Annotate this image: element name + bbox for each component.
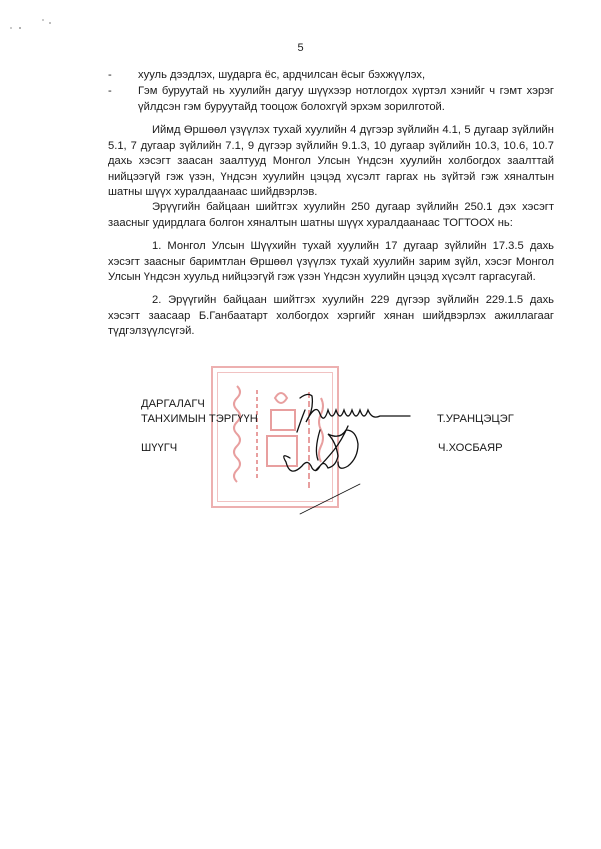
paragraph-ruling-intro: Эрүүгийн байцаан шийтгэх хуулийн 250 дугаар зүйлийн 250.1 дэх хэсэгт заасныг удирдлага болгон хяналтын шатны шүүх хуралдаанаас ТОГТООХ нь: [108, 201, 554, 229]
official-stamp [211, 366, 339, 508]
signatory-role-judge: ШҮҮГЧ [141, 442, 178, 454]
scan-artifact [8, 18, 58, 32]
bullet-text: Гэм буруутай нь хуулийн дагуу шүүхээр нотлогдох хүртэл хэнийг ч гэмт хэрэг үйлдсэн гэм буруутайд тооцож болохгүй эрхэм зорилготой. [138, 85, 554, 113]
signatory-name-1: Т.УРАНЦЭЦЭГ [437, 413, 514, 425]
scan-dots-icon [8, 18, 58, 32]
bullet-marker: - [108, 69, 112, 81]
signatory-name-2: Ч.ХОСБАЯР [438, 442, 503, 454]
role-chamber-head: ТАНХИМЫН ТЭРГҮҮН [141, 413, 258, 425]
page-number: 5 [297, 42, 304, 54]
bullet-item [108, 84, 554, 115]
signatory-role-presiding [141, 397, 258, 427]
bullet-marker: - [108, 85, 112, 97]
paragraph-ruling-item-1: 1. Монгол Улсын Шүүхийн тухай хуулийн 17 дугаар зүйлийн 17.3.5 дахь хэсэгт заасныг баримтлан Өршөөл үзүүлэх тухай хуулийн зарим зүйл, хэсэг Монгол Улсын Үндсэн хуульд нийцээгүй гэж үзэн Үндсэн хуулийн цэцэд хүсэлт гаргасугай. [108, 240, 554, 283]
bullet-item [108, 68, 554, 84]
role-presiding: ДАРГАЛАГЧ [141, 398, 205, 410]
paragraph-decision-reasoning: Иймд Өршөөл үзүүлэх тухай хуулийн 4 дүгээр зүйлийн 4.1, 5 дугаар зүйлийн 5.1, 7 дугаар зүйлийн 7.1, 9 дүгээр зүйлийн 9.1.3, 10 дугаар зүйлийн 10.3, 10.6, 10.7 дахь хэсэгт заасан заалтууд Монгол Улсын Үндсэн хуулийн холбогдох заалттай нийцээгүй гэж үзэн, Үндсэн хуулийн цэцэд хүсэлт гаргах нь зүйтэй гэж хяналтын шатны шүүх хуралдаанаас шийдвэрлэв. [108, 124, 554, 198]
stamp-emblem-icon [213, 368, 337, 506]
bullet-text: хууль дээдлэх, шударга ёс, ардчилсан ёсыг бэхжүүлэх, [138, 69, 426, 81]
paragraph-ruling-item-2: 2. Эрүүгийн байцаан шийтгэх хуулийн 229 дүгээр зүйлийн 229.1.5 дахь хэсэгт заасаар Б.Ганбаатарт холбогдох хэргийг хянан шийдвэрлэх ажиллагааг түдгэлзүүлсүгэй. [108, 294, 554, 337]
